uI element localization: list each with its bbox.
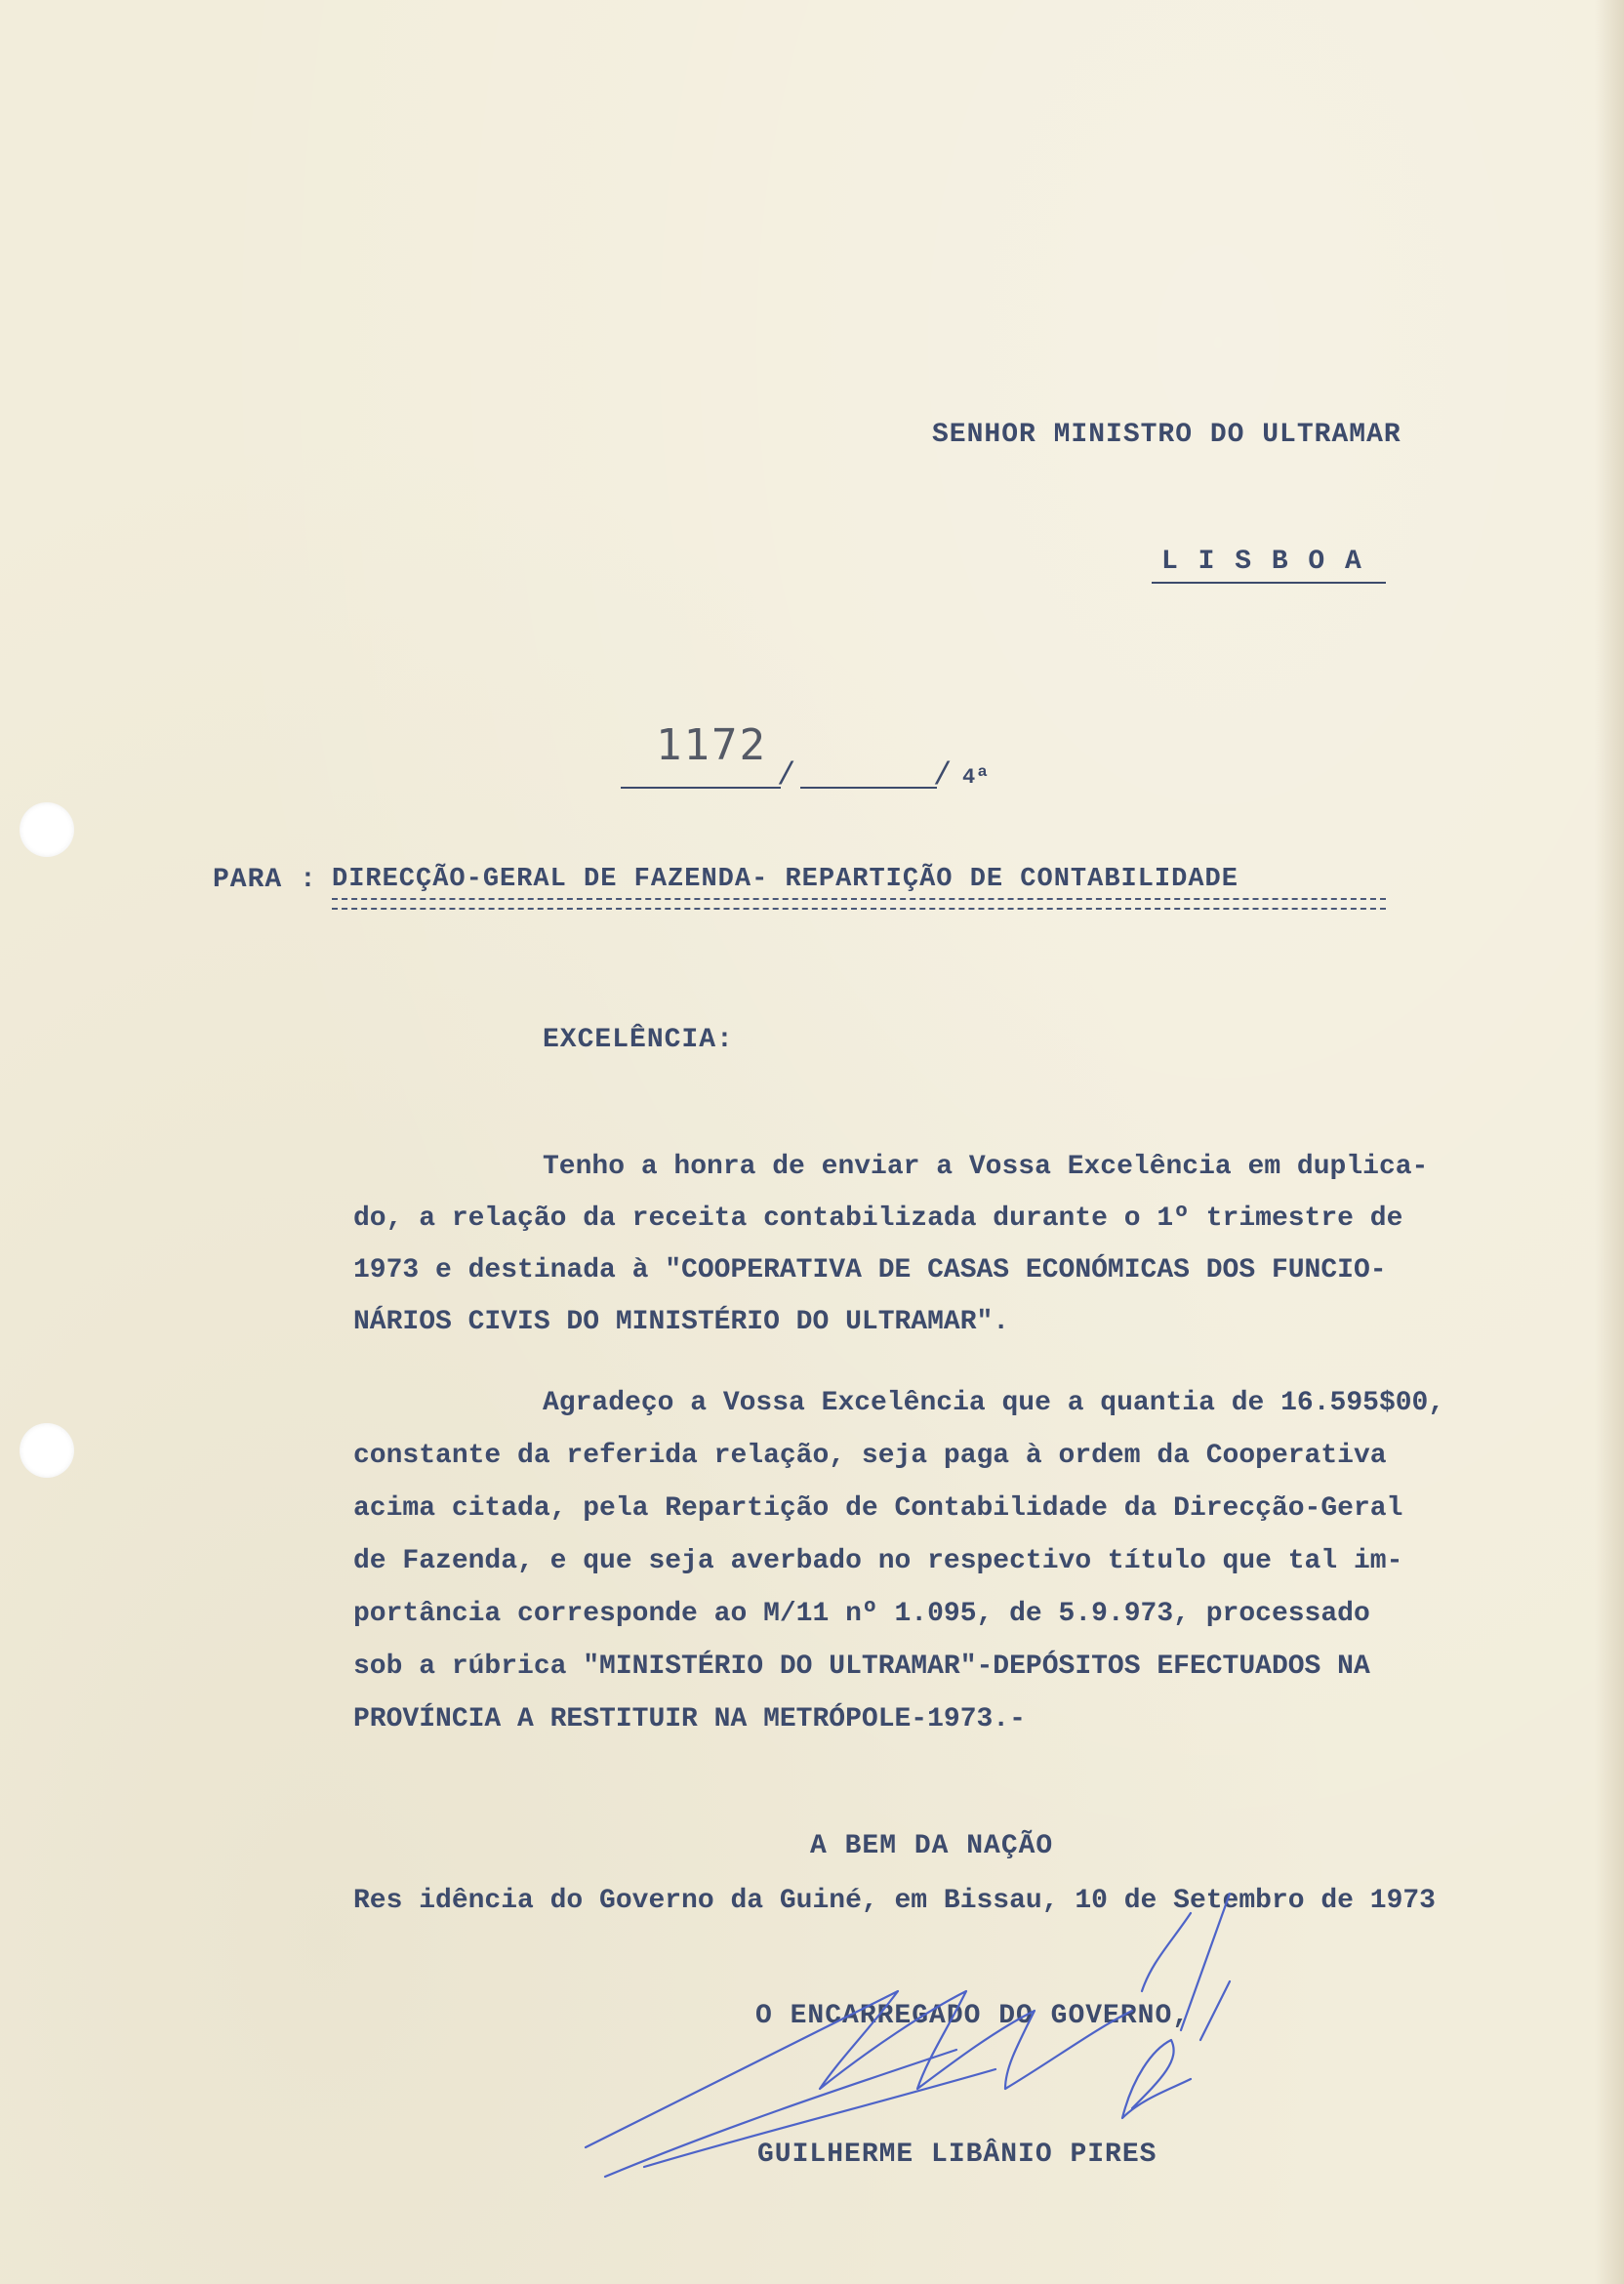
reference-separator-2: / [933, 757, 954, 794]
page-edge-shadow [1595, 0, 1624, 2284]
handwritten-signature [547, 1855, 1347, 2206]
reference-separator-1: / [777, 757, 797, 794]
signature-stroke-tail [1122, 2040, 1191, 2118]
signatory-name: GUILHERME LIBÂNIO PIRES [757, 2140, 1157, 2170]
paragraph-2-line: acima citada, pela Repartição de Contabilidade da Direcção-Geral [353, 1493, 1403, 1524]
recipient-double-underline [332, 898, 1386, 910]
signature-comma-mark [1200, 1981, 1230, 2040]
closing-motto: A BEM DA NAÇÃO [810, 1831, 1054, 1861]
reference-number: 1172 [656, 720, 767, 770]
city-underline [1152, 582, 1386, 584]
paragraph-2-line: Agradeço a Vossa Excelência que a quantia de 16.595$00, [543, 1388, 1445, 1418]
salutation: EXCELÊNCIA: [543, 1025, 734, 1055]
closing-place-date: Res idência do Governo da Guiné, em Bissau, 10 de Setembro de 1973 [353, 1886, 1436, 1916]
para-recipient: DIRECÇÃO-GERAL DE FAZENDA- REPARTIÇÃO DE CONTABILIDADE [332, 865, 1238, 894]
paragraph-2-line: de Fazenda, e que seja averbado no respectivo título que tal im- [353, 1546, 1403, 1576]
paragraph-2-line: sob a rúbrica "MINISTÉRIO DO ULTRAMAR"-DEPÓSITOS EFECTUADOS NA [353, 1652, 1370, 1682]
addressee: SENHOR MINISTRO DO ULTRAMAR [932, 420, 1401, 450]
reference-series: 4ª [962, 765, 991, 790]
paragraph-1-line: Tenho a honra de enviar a Vossa Excelência em duplica- [543, 1152, 1429, 1182]
punch-hole-bottom [20, 1423, 74, 1478]
paragraph-2-line: PROVÍNCIA A RESTITUIR NA METRÓPOLE-1973.- [353, 1704, 1026, 1734]
paragraph-2-line: constante da referida relação, seja paga à ordem da Cooperativa [353, 1441, 1387, 1471]
reference-line-1 [621, 787, 781, 789]
punch-hole-top [20, 802, 74, 857]
city: L I S B O A [1161, 547, 1363, 577]
reference-line-2 [800, 787, 937, 789]
closing-role: O ENCARREGADO DO GOVERNO, [755, 2001, 1191, 2031]
para-label: PARA : [213, 865, 317, 895]
signature-stroke-underline [605, 2050, 995, 2177]
signature-stroke-main [586, 1991, 1132, 2147]
paragraph-1-line: do, a relação da receita contabilizada durante o 1º trimestre de [353, 1203, 1403, 1234]
paragraph-1-line: NÁRIOS CIVIS DO MINISTÉRIO DO ULTRAMAR". [353, 1307, 1010, 1337]
paragraph-1-line: 1973 e destinada à "COOPERATIVA DE CASAS ECONÓMICAS DOS FUNCIO- [353, 1255, 1387, 1285]
paragraph-2-line: portância corresponde ao M/11 nº 1.095, de 5.9.973, processado [353, 1599, 1370, 1629]
